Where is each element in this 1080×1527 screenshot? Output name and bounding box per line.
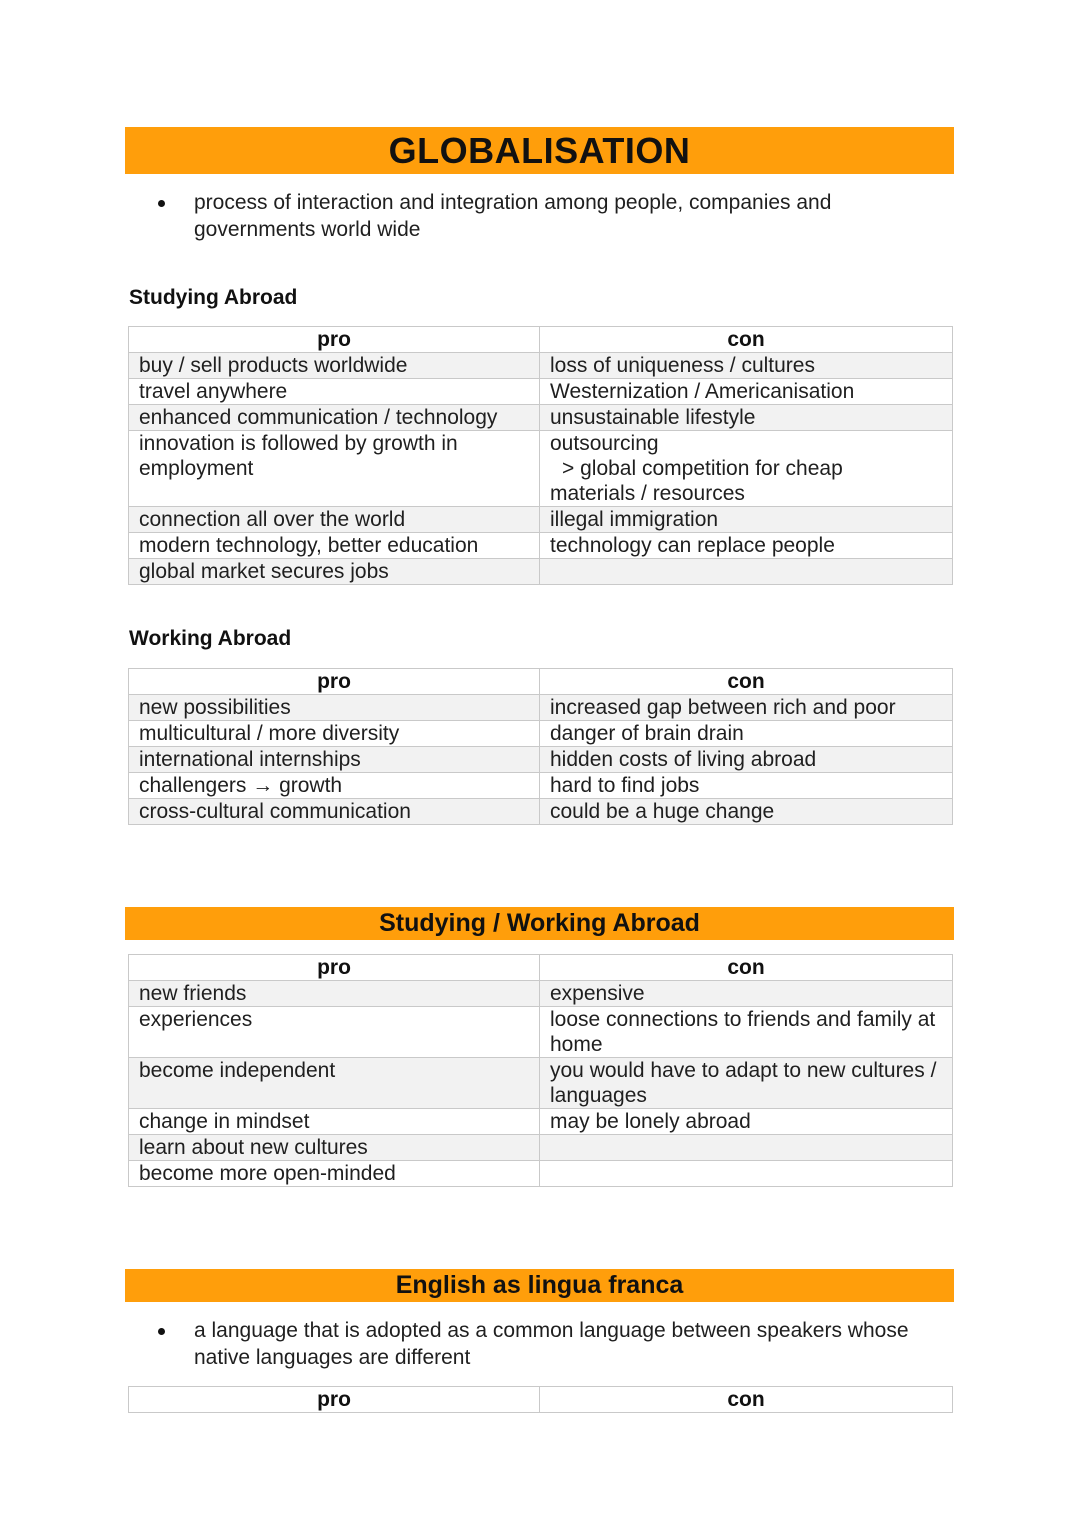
pro-cell: new possibilities [129,695,540,721]
con-cell [540,559,953,585]
pro-cell: international internships [129,747,540,773]
con-cell: could be a huge change [540,799,953,825]
con-header: con [540,669,953,695]
con-cell: increased gap between rich and poor [540,695,953,721]
working-abroad-table [128,668,953,825]
con-cell [540,431,953,507]
lingua-franca-table [128,1386,953,1413]
table-row [129,773,953,799]
pro-cell: new friends [129,981,540,1007]
pro-cell: modern technology, better education [129,533,540,559]
pro-header: pro [129,1387,540,1413]
table-row [129,799,953,825]
lingua-franca-definition-text: a language that is adopted as a common language between speakers whose native languages are different [194,1319,909,1369]
table-row [129,981,953,1007]
table-row [129,1161,953,1187]
con-cell: Westernization / Americanisation [540,379,953,405]
con-cell: loss of uniqueness / cultures [540,353,953,379]
con-cell [540,1135,953,1161]
con-cell-line: outsourcing [550,432,659,455]
table-header-row [129,669,953,695]
pro-cell: enhanced communication / technology [129,405,540,431]
table-row [129,695,953,721]
studying-abroad-table [128,326,953,585]
lingua-franca-definition-bullet [194,1317,954,1371]
con-cell: may be lonely abroad [540,1109,953,1135]
con-cell: danger of brain drain [540,721,953,747]
con-header: con [540,1387,953,1413]
con-cell-subline: > global competition for cheap [562,457,843,480]
table-row [129,533,953,559]
pro-cell: multicultural / more diversity [129,721,540,747]
con-cell: hard to find jobs [540,773,953,799]
con-cell: expensive [540,981,953,1007]
studying-abroad-heading: Studying Abroad [129,286,298,309]
table-row [129,1058,953,1109]
pro-cell: innovation is followed by growth in employment [129,431,540,507]
pro-cell: cross-cultural communication [129,799,540,825]
pro-cell: become more open-minded [129,1161,540,1187]
definition-bullet [194,189,954,243]
pro-cell: experiences [129,1007,540,1058]
table-row [129,431,953,507]
table-row [129,747,953,773]
con-cell: unsustainable lifestyle [540,405,953,431]
table-header-row [129,955,953,981]
studying-working-abroad-table [128,954,953,1187]
working-abroad-heading: Working Abroad [129,627,292,650]
con-cell: you would have to adapt to new cultures / languages [540,1058,953,1109]
pro-cell: travel anywhere [129,379,540,405]
table-row [129,379,953,405]
table-row [129,405,953,431]
definition-text: process of interaction and integration among people, companies and governments world wide [194,191,832,241]
con-header: con [540,327,953,353]
pro-header: pro [129,955,540,981]
con-cell-line: materials / resources [550,482,745,505]
pro-cell: connection all over the world [129,507,540,533]
table-row [129,559,953,585]
pro-cell: become independent [129,1058,540,1109]
table-row [129,721,953,747]
bullet-dot-icon [158,1328,165,1335]
table-row [129,507,953,533]
table-row [129,1007,953,1058]
pro-cell: learn about new cultures [129,1135,540,1161]
con-cell: loose connections to friends and family at home [540,1007,953,1058]
con-cell [540,1161,953,1187]
con-cell: technology can replace people [540,533,953,559]
bullet-dot-icon [158,200,165,207]
table-row [129,1109,953,1135]
con-cell: hidden costs of living abroad [540,747,953,773]
pro-cell: change in mindset [129,1109,540,1135]
table-row [129,1135,953,1161]
pro-header: pro [129,669,540,695]
table-row [129,353,953,379]
pro-cell: global market secures jobs [129,559,540,585]
con-cell: illegal immigration [540,507,953,533]
studying-working-abroad-banner: Studying / Working Abroad [125,907,954,940]
lingua-franca-banner: English as lingua franca [125,1269,954,1302]
pro-header: pro [129,327,540,353]
table-header-row [129,1387,953,1413]
table-header-row [129,327,953,353]
page-title: GLOBALISATION [125,127,954,174]
pro-cell: challengers → growth [129,773,540,799]
pro-cell: buy / sell products worldwide [129,353,540,379]
con-header: con [540,955,953,981]
